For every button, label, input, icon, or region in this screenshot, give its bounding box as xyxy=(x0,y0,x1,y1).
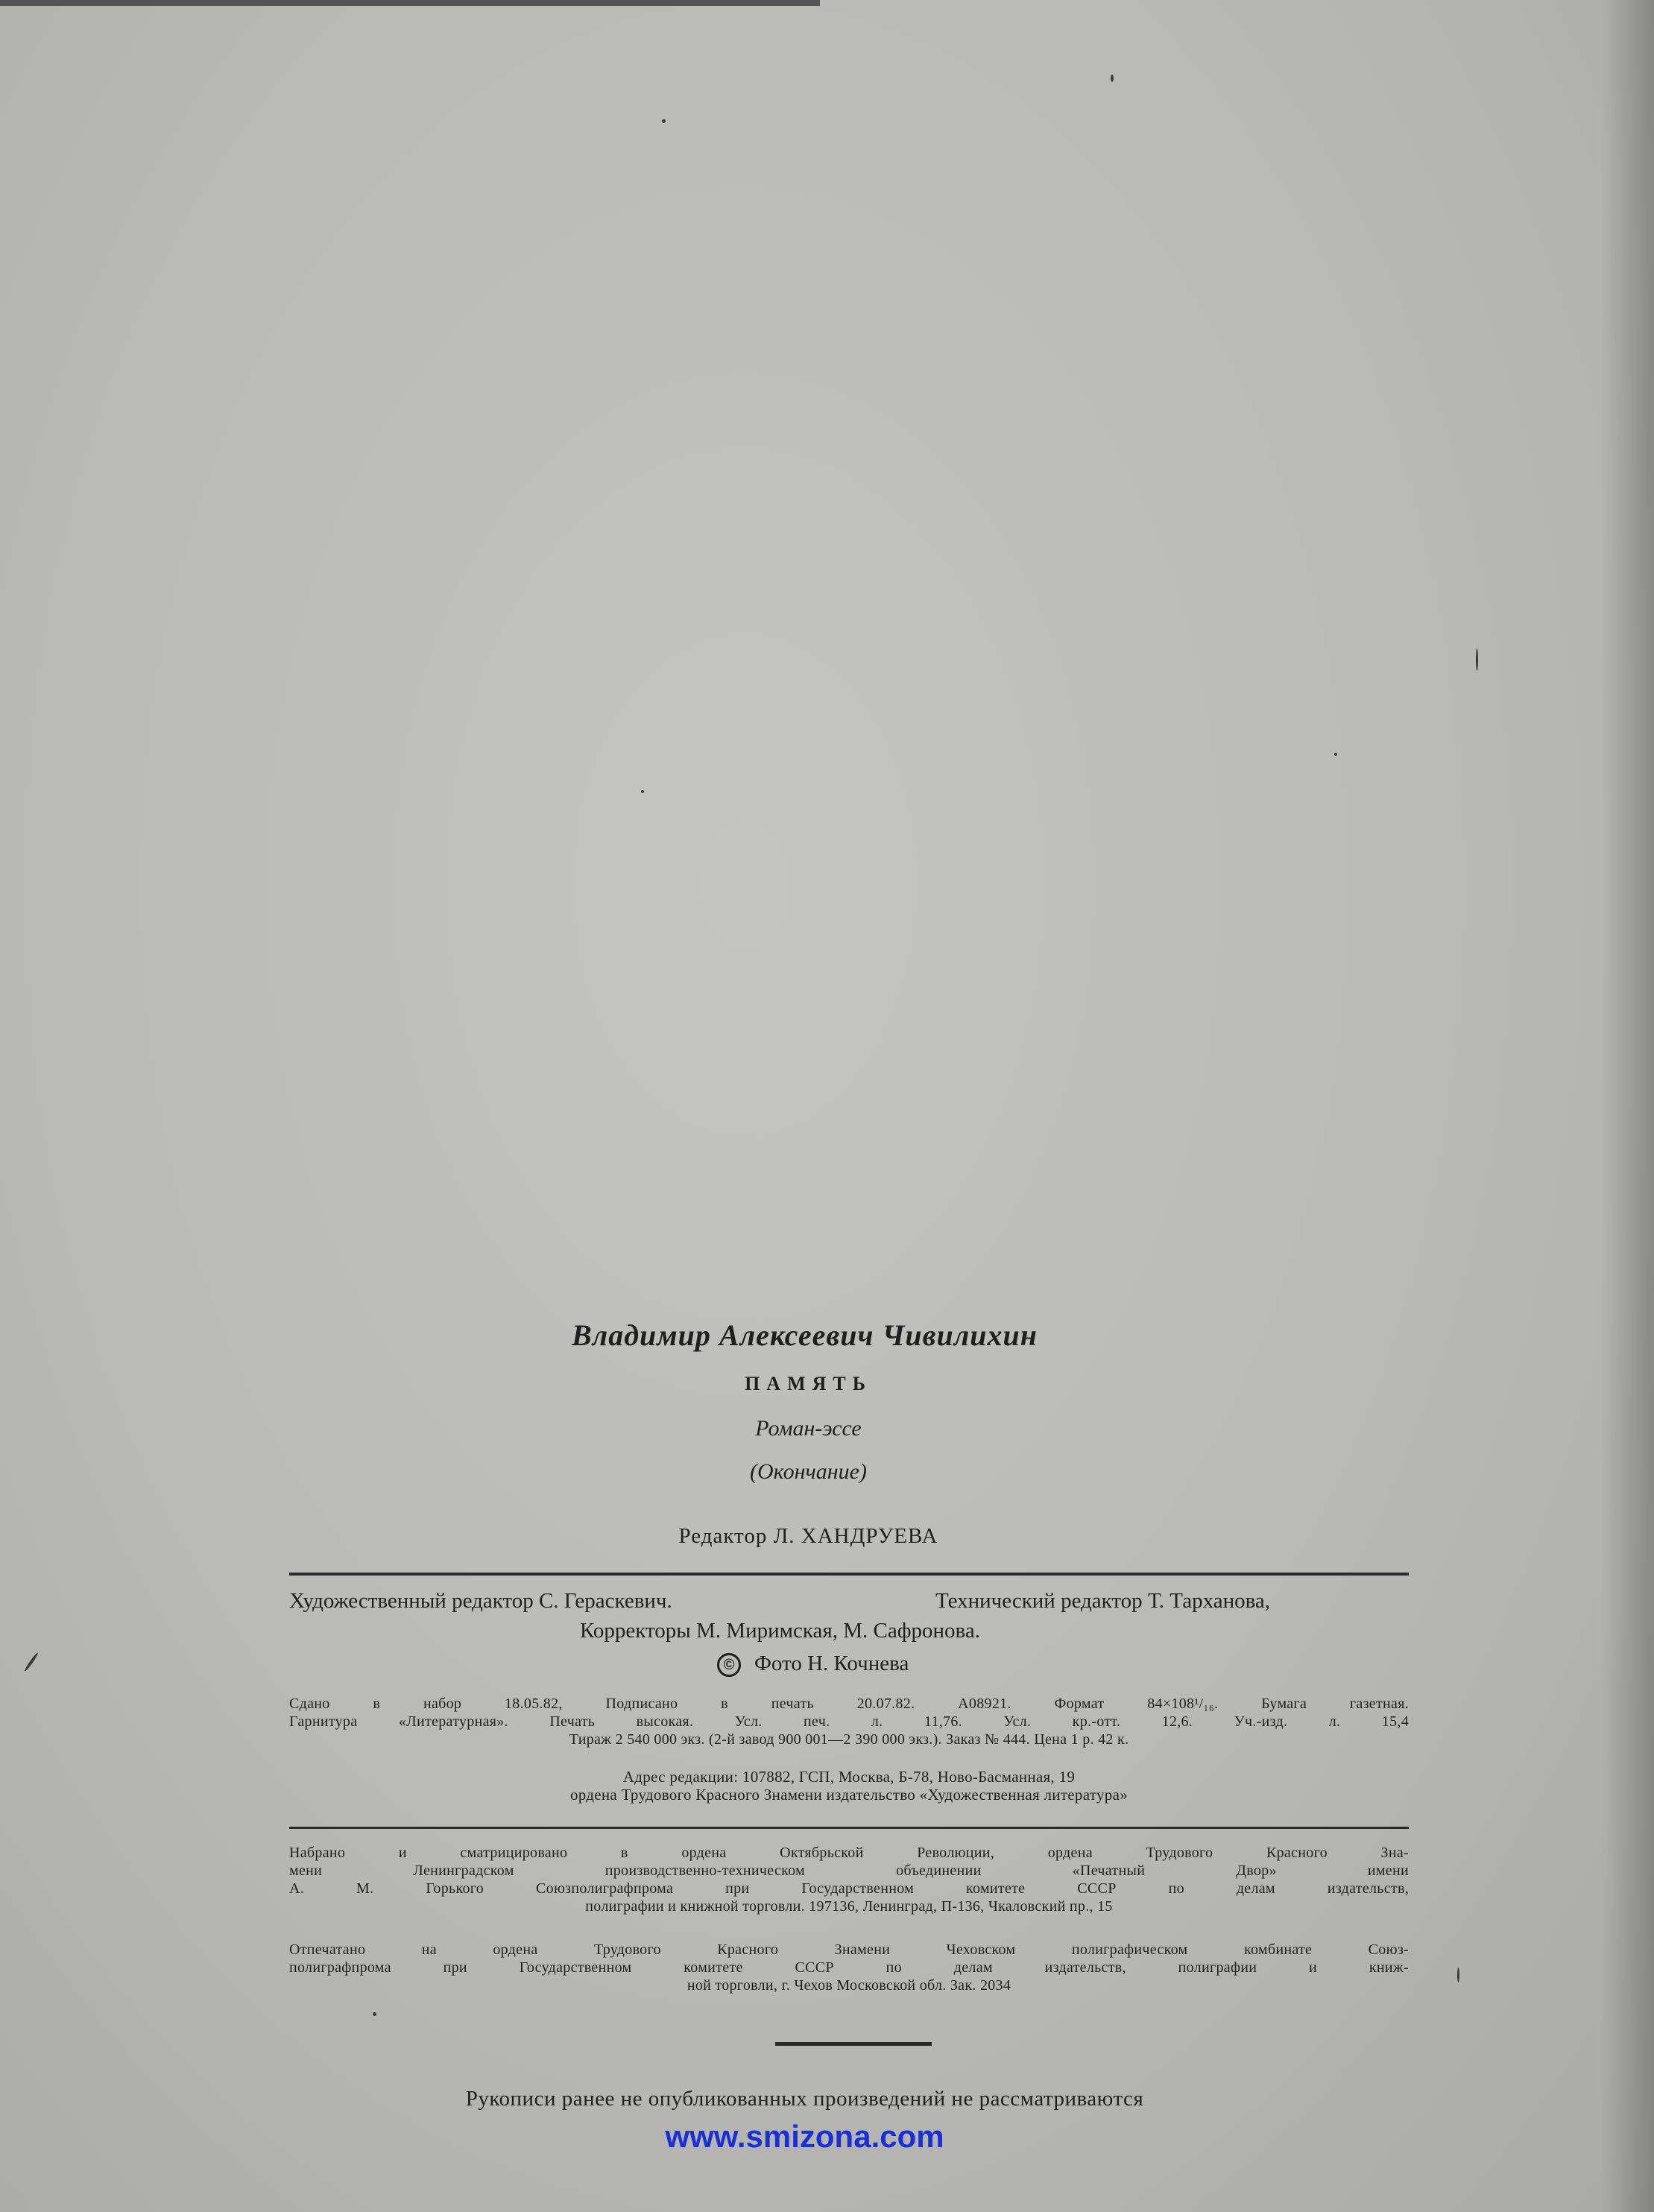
typeset-line: А. М. Горького Союзполиграфпрома при Государственном комитете СССР по делам издательств, xyxy=(289,1880,1409,1897)
scan-speck xyxy=(1476,648,1478,671)
divider-middle xyxy=(289,1827,1409,1829)
typeset-line: мени Ленинградском производственно-техническом объединении «Печатный Двор» имени xyxy=(289,1862,1409,1879)
imprint-line: Гарнитура «Литературная». Печать высокая. Усл. печ. л. 11,76. Усл. кр.-отт. 12,6. Уч.-изд. л. 15,4 xyxy=(289,1713,1409,1730)
printed-line: ной торговли, г. Чехов Московской обл. Зак. 2034 xyxy=(686,1977,1011,1994)
publisher-line: ордена Трудового Красного Знамени издательство «Художественная литература» xyxy=(569,1786,1129,1804)
imprint-line: Сдано в набор 18.05.82, Подписано в печать 20.07.82. А08921. Формат 84×108¹/₁₆. Бумага газетная. xyxy=(289,1696,1409,1712)
imprint-block xyxy=(289,1695,1409,1748)
book-author: Владимир Алексеевич Чивилихин xyxy=(571,1318,1038,1352)
address-block xyxy=(289,1768,1409,1804)
scan-speck xyxy=(373,2012,376,2016)
divider-bottom xyxy=(775,2042,932,2046)
book-title: ПАМЯТЬ xyxy=(745,1373,872,1394)
printed-line: полиграфпрома при Государственном комитете СССР по делам издательств, полиграфии и книж- xyxy=(289,1959,1409,1976)
scan-speck xyxy=(641,790,644,793)
source-link[interactable]: www.smizona.com xyxy=(665,2119,944,2154)
correctors: Корректоры М. Миримская, М. Сафронова. xyxy=(580,1619,980,1643)
book-part-note: (Окончание) xyxy=(750,1459,867,1484)
scan-speck xyxy=(1457,1968,1459,1982)
divider-top xyxy=(289,1573,1409,1576)
art-editor: Художественный редактор С. Гераскевич. xyxy=(289,1589,672,1613)
book-genre: Роман-эссе xyxy=(755,1416,862,1441)
tech-editor: Технический редактор Т. Тарханова, xyxy=(935,1589,1271,1613)
photo-credit-text: Фото Н. Кочнева xyxy=(754,1652,909,1675)
scan-speck xyxy=(1334,753,1337,756)
copyright-icon: © xyxy=(717,1653,741,1677)
typeset-block xyxy=(289,1844,1409,1915)
scan-speck xyxy=(1111,75,1114,82)
printed-block xyxy=(289,1941,1409,1994)
address-line: Адрес редакции: 107882, ГСП, Москва, Б-78, Ново-Басманная, 19 xyxy=(622,1768,1076,1786)
scan-edge-shadow xyxy=(1602,0,1654,2212)
manuscripts-notice: Рукописи ранее не опубликованных произведений не рассматриваются xyxy=(465,2087,1144,2111)
imprint-line: Тираж 2 540 000 экз. (2-й завод 900 001—2 390 000 экз.). Заказ № 444. Цена 1 р. 42 к. xyxy=(569,1731,1129,1748)
scan-speck xyxy=(662,119,666,123)
printed-line: Отпечатано на ордена Трудового Красного Знамени Чеховском полиграфическом комбинате Союз- xyxy=(289,1941,1409,1958)
book-editor: Редактор Л. ХАНДРУЕВА xyxy=(678,1524,938,1548)
typeset-line: Набрано и сматрицировано в ордена Октябрьской Революции, ордена Трудового Красного Зна- xyxy=(289,1845,1409,1861)
typeset-line: полиграфии и книжной торговли. 197136, Ленинград, П-136, Чкаловский пр., 15 xyxy=(585,1898,1113,1915)
scan-edge-top xyxy=(0,0,820,6)
photo-credit xyxy=(717,1652,909,1677)
